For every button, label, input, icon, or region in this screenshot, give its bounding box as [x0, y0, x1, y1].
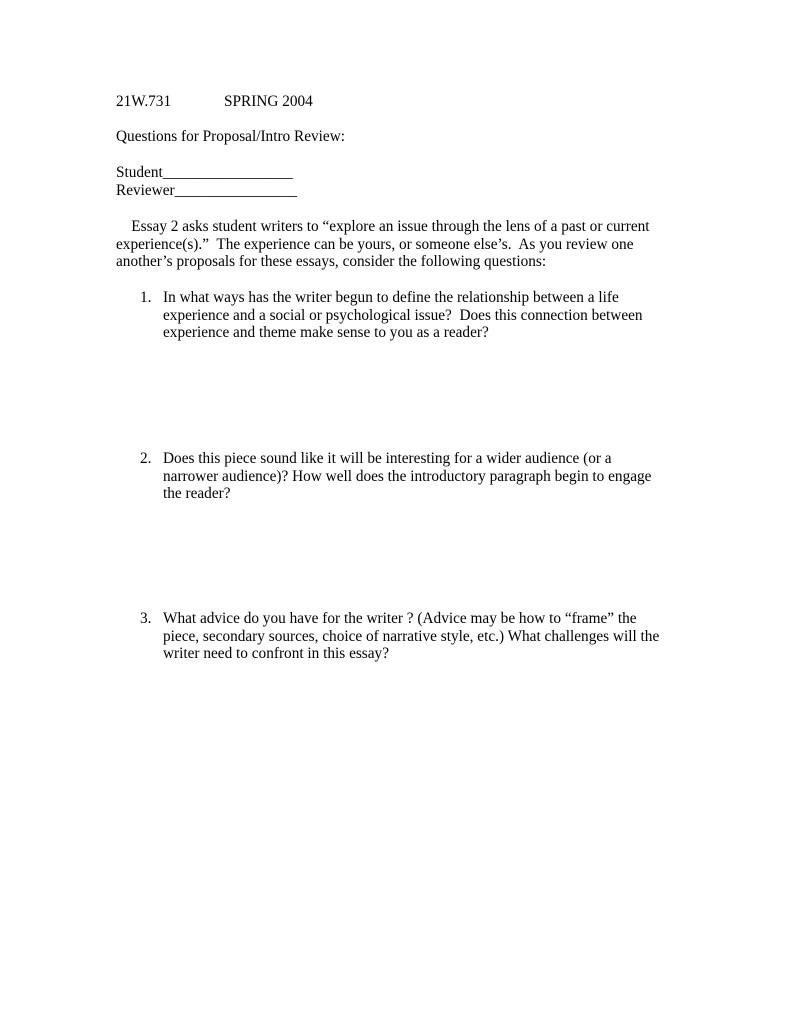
question-number: 3.	[140, 610, 152, 627]
question-line: What advice do you have for the writer ? (Advice may be how to “frame” the	[163, 610, 637, 627]
question-line: piece, secondary sources, choice of narrative style, etc.) What challenges will the	[163, 627, 660, 645]
question-line: writer need to confront in this essay?	[163, 645, 389, 662]
question-line: experience and theme make sense to you as a reader?	[163, 324, 489, 341]
question-text	[163, 610, 693, 663]
intro-line: Essay 2 asks student writers to “explore an issue through the lens of a past or current	[116, 218, 650, 235]
reviewer-field: Reviewer________________	[116, 182, 297, 199]
question-line: In what ways has the writer begun to define the relationship between a life	[163, 289, 619, 306]
question-number: 2.	[140, 450, 152, 467]
question-line: Does this piece sound like it will be interesting for a wider audience (or a	[163, 450, 612, 467]
question-text	[163, 289, 693, 342]
intro-paragraph	[116, 218, 676, 271]
page-title: Questions for Proposal/Intro Review:	[116, 128, 345, 145]
intro-line: another’s proposals for these essays, consider the following questions:	[116, 253, 547, 270]
semester-label: SPRING 2004	[224, 93, 313, 110]
intro-line: experience(s).” The experience can be yours, or someone else’s. As you review one	[116, 235, 634, 253]
course-number: 21W.731	[116, 93, 172, 110]
question-text	[163, 450, 693, 503]
question-number: 1.	[140, 289, 152, 306]
student-field: Student_________________	[116, 164, 293, 181]
question-line: the reader?	[163, 485, 231, 502]
question-line: experience and a social or psychological issue? Does this connection between	[163, 306, 643, 324]
question-line: narrower audience)? How well does the introductory paragraph begin to engage	[163, 467, 652, 485]
